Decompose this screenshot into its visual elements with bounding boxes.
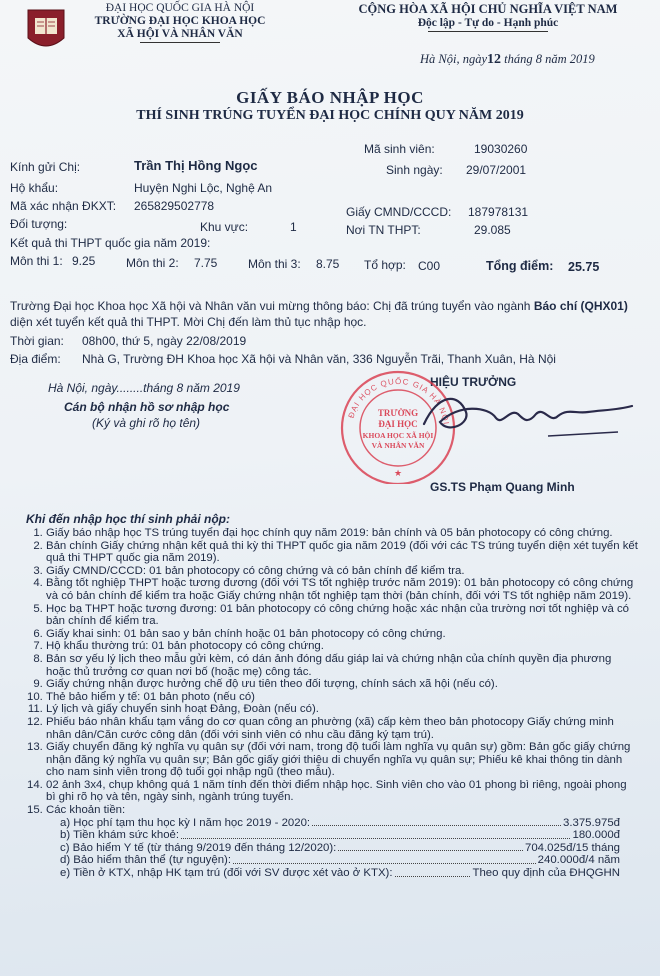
issue-date <box>420 52 595 68</box>
instruction-item: 6. Giấy khai sinh: 01 bản sao y bản chính hoặc 01 bản photocopy có công chứng. <box>46 628 638 641</box>
dkxt-value: 265829502778 <box>134 199 215 213</box>
student-id-value: 19030260 <box>474 142 528 156</box>
instruction-item: 14. 02 ảnh 3x4, chụp không quá 1 năm tính đến thời điểm nhập học. Sinh viên cho vào 01 phong bì riêng, ngoài phong bì ghi rõ họ và tên, ngày sinh, ngành trúng tuyển. <box>46 779 638 804</box>
student-id-label: Mã sinh viên: <box>364 142 435 156</box>
fee-row <box>60 867 620 880</box>
subject2-score: 7.75 <box>194 256 218 270</box>
fee-dots <box>181 829 570 839</box>
header-right-line1: CỘNG HÒA XÃ HỘI CHỦ NGHĨA VIỆT NAM <box>358 2 618 16</box>
total-score: 25.75 <box>568 260 600 274</box>
fee-value: 704.025đ/15 tháng <box>524 841 620 854</box>
rector-signature-icon <box>418 384 638 444</box>
fee-value: 180.000đ <box>572 829 620 842</box>
fee-dots <box>338 842 523 852</box>
seal-line1: TRƯỜNG <box>377 408 419 418</box>
instruction-item: 9. Giấy chứng nhận được hưởng chế độ ưu tiên theo đối tượng, chính sách xã hội (nếu có). <box>46 678 638 691</box>
instructions-ordered-list <box>26 527 638 817</box>
instruction-item: 13. Giấy chuyển đăng ký nghĩa vụ quân sự (đối với nam, trong độ tuổi làm nghĩa vụ quân sự) gồm: Bản gốc giấy chứng nhận đăng ký nghĩa vụ quân sự; Bản gốc giấy giới thiệu di chuyển nghĩa vụ quân sự; Phiếu kê khai thông tin dành cho nam sinh viên trong độ tuổi gọi nhập ngũ (theo mẫu). <box>46 741 638 779</box>
seal-line2: ĐẠI HỌC <box>378 419 418 429</box>
area-label: Khu vực: <box>200 220 249 234</box>
fee-label: c) Bảo hiểm Y tế (từ tháng 9/2019 đến tháng 12/2020): <box>60 841 337 854</box>
place-label: Địa điểm: <box>10 352 61 366</box>
combo-value: C00 <box>418 259 441 273</box>
document-title: GIẤY BÁO NHẬP HỌC <box>236 88 424 107</box>
school-label: Nơi TN THPT: <box>346 223 421 237</box>
cmnd-label: Giấy CMND/CCCD: <box>346 205 452 219</box>
instruction-item: 1. Giấy báo nhập học TS trúng tuyển đại học chính quy năm 2019: bản chính và 05 bản photocopy có công chứng. <box>46 527 638 540</box>
subject2-label: Môn thi 2: <box>126 256 179 270</box>
receiver-title: Cán bộ nhận hồ sơ nhập học <box>64 400 230 414</box>
time-label: Thời gian: <box>10 334 64 348</box>
fee-row <box>60 842 620 855</box>
header-left-line2: TRƯỜNG ĐẠI HỌC KHOA HỌC <box>94 15 266 27</box>
time-value: 08h00, thứ 5, ngày 22/08/2019 <box>82 334 247 348</box>
instruction-item: 5. Học bạ THPT hoặc tương đương: 01 bản photocopy có công chứng hoặc xác nhận của trường nơi tốt nghiệp và có bản chính để kiểm tra. <box>46 603 638 628</box>
issue-date-day: 12 <box>487 52 502 67</box>
instruction-item: 8. Bản sơ yếu lý lịch theo mẫu gửi kèm, có dán ảnh đóng dấu giáp lai và chứng nhận của chính quyền địa phương hoặc thủ trưởng cơ quan nơi bố (hoặc mẹ) công tác. <box>46 653 638 678</box>
header-left-underline <box>140 42 220 43</box>
rector-name: GS.TS Phạm Quang Minh <box>430 480 575 494</box>
dkxt-label: Mã xác nhận ĐKXT: <box>10 199 117 213</box>
fee-dots <box>233 854 536 864</box>
fee-value: 3.375.975đ <box>562 816 620 829</box>
area-value: 1 <box>290 220 297 234</box>
fee-row <box>60 854 620 867</box>
residence-value: Huyện Nghi Lộc, Nghệ An <box>134 181 273 195</box>
instructions-title: Khi đến nhập học thí sinh phải nộp: <box>26 512 230 526</box>
header-left-line3: XÃ HỘI VÀ NHÂN VĂN <box>117 28 243 40</box>
notice-major: Báo chí (QHX01) <box>533 299 628 313</box>
fee-dots <box>312 817 561 827</box>
svg-text:★: ★ <box>393 468 403 478</box>
header-right <box>338 2 638 30</box>
rector-title: HIỆU TRƯỞNG <box>430 375 517 389</box>
fee-label: a) Học phí tạm thu học kỳ I năm học 2019 - 2020: <box>60 816 311 829</box>
instruction-item: 15. Các khoản tiền: <box>46 804 638 817</box>
issue-date-prefix: Hà Nội, ngày <box>420 52 488 66</box>
combo-label: Tổ hợp: <box>364 258 406 272</box>
instruction-item: 3. Giấy CMND/CCCD: 01 bản photocopy có công chứng và có bản chính để kiểm tra. <box>46 565 638 578</box>
object-label: Đối tượng: <box>10 217 68 231</box>
subject1-score: 9.25 <box>72 254 96 268</box>
subject3-label: Môn thi 3: <box>248 257 301 271</box>
receiver-note: (Ký và ghi rõ họ tên) <box>92 416 201 430</box>
student-name: Trần Thị Hồng Ngọc <box>134 158 258 173</box>
fee-row <box>60 817 620 830</box>
subject3-score: 8.75 <box>316 257 340 271</box>
header-right-underline <box>428 31 548 32</box>
instruction-item: 4. Bằng tốt nghiệp THPT hoặc tương đương (đối với TS tốt nghiệp trước năm 2019): 01 bản photocopy có công chứng và có bản chính để kiểm tra hoặc Giấy chứng nhận tốt nghiệp tạm thời (bản chính, đối với TS tốt nghiệp năm 2019). <box>46 577 638 602</box>
instruction-item: 10. Thẻ bảo hiểm y tế: 01 bản photo (nếu có) <box>46 691 638 704</box>
total-label: Tổng điểm: <box>486 259 554 273</box>
subject1-label: Môn thi 1: <box>10 254 63 268</box>
seal-line4: VÀ NHÂN VĂN <box>371 441 425 450</box>
dob-value: 29/07/2001 <box>466 163 527 177</box>
seal-line3: KHOA HỌC XÃ HỘI <box>362 431 434 440</box>
school-value: 29.085 <box>474 223 511 237</box>
instruction-item: 12. Phiếu báo nhân khẩu tạm vắng do cơ quan công an phường (xã) cấp kèm theo bản photocopy Giấy chứng minh nhân dân/Căn cước công dân (đối với sinh viên có nhu cầu đăng ký tạm trú). <box>46 716 638 741</box>
seal-ring-text: ĐẠI HỌC QUỐC GIA HÀ NỘI <box>346 376 451 426</box>
dob-label: Sinh ngày: <box>386 163 443 177</box>
document-subtitle: THÍ SINH TRÚNG TUYỂN ĐẠI HỌC CHÍNH QUY NĂM 2019 <box>136 108 524 123</box>
instructions-list <box>26 527 638 880</box>
fee-list <box>26 817 638 880</box>
header-right-line2: Độc lập - Tự do - Hạnh phúc <box>417 17 559 29</box>
admission-notice <box>10 298 645 330</box>
place-value: Nhà G, Trường ĐH Khoa học Xã hội và Nhân văn, 336 Nguyễn Trãi, Thanh Xuân, Hà Nội <box>82 352 556 366</box>
fee-value: 240.000đ/4 năm <box>537 854 620 867</box>
notice-text-1: Trường Đại học Khoa học Xã hội và Nhân văn vui mừng thông báo: Chị đã trúng tuyển vào ngành <box>10 299 534 313</box>
recipient-label: Kính gửi Chị: <box>10 160 81 174</box>
fee-value: Theo quy định của ĐHQGHN <box>472 867 620 880</box>
receiver-date: Hà Nội, ngày........tháng 8 năm 2019 <box>48 381 240 395</box>
fee-label: d) Bảo hiểm thân thể (tự nguyện): <box>60 854 231 867</box>
residence-label: Hộ khẩu: <box>10 181 59 195</box>
instruction-item: 7. Hộ khẩu thường trú: 01 bản photocopy có công chứng. <box>46 640 638 653</box>
fee-row <box>60 829 620 842</box>
fee-dots <box>395 867 471 877</box>
header-left <box>60 2 300 41</box>
header-left-line1: ĐẠI HỌC QUỐC GIA HÀ NỘI <box>105 2 255 14</box>
notice-text-2: diện xét tuyển kết quả thi THPT. Mời Chị đến làm thủ tục nhập học. <box>10 315 367 329</box>
issue-date-rest: tháng 8 năm 2019 <box>504 52 595 66</box>
instruction-item: 2. Bản chính Giấy chứng nhận kết quả thi kỳ thi THPT quốc gia năm 2019 (đối với các TS trúng tuyển diện xét tuyển kết quả thi THPT quốc gia năm 2019). <box>46 540 638 565</box>
fee-label: e) Tiền ở KTX, nhập HK tạm trú (đối với SV được xét vào ở KTX): <box>60 867 393 880</box>
results-label: Kết quả thi THPT quốc gia năm 2019: <box>10 236 211 250</box>
fee-label: b) Tiền khám sức khoẻ: <box>60 829 180 842</box>
cmnd-value: 187978131 <box>468 205 529 219</box>
instruction-item: 11. Lý lịch và giấy chuyển sinh hoạt Đảng, Đoàn (nếu có). <box>46 703 638 716</box>
